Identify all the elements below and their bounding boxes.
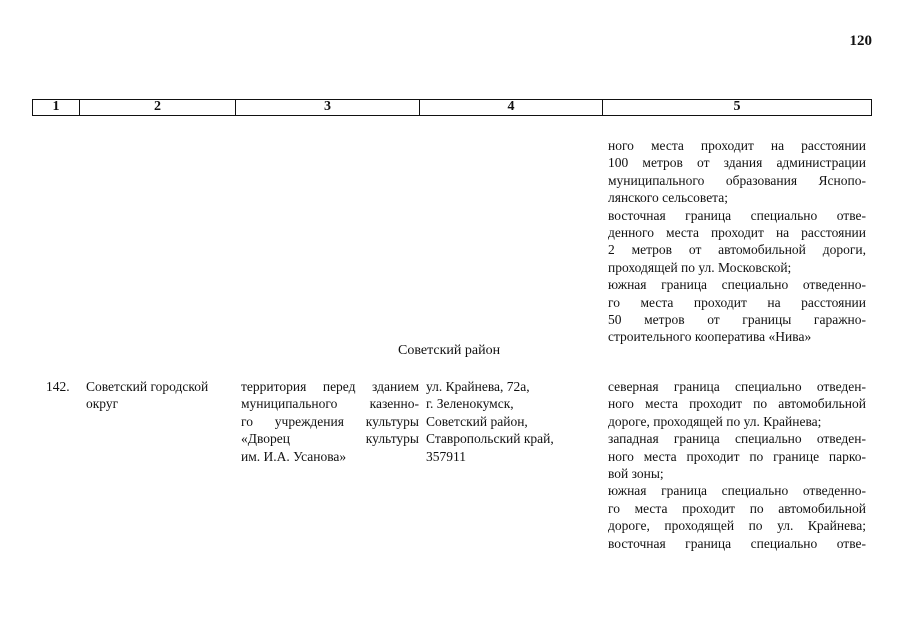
text-line: территория перед зданием (241, 379, 419, 394)
text-line: муниципального казенно- (241, 396, 419, 412)
text-line: «Дворец культуры (241, 431, 419, 447)
header-cell-5: 5 (733, 99, 741, 114)
text-line: г. Зеленокумск, (426, 396, 514, 412)
text-line: вой зоны; (608, 466, 664, 482)
text-line: Советский городской (86, 379, 209, 394)
text-line: ул. Крайнева, 72а, (426, 379, 530, 394)
text-line: 2 метров от автомобильной дороги, (608, 242, 866, 258)
header-cell-4: 4 (420, 100, 603, 115)
text-line: денного места проходит на расстоянии (608, 225, 866, 241)
text-line: северная граница специально отведен- (608, 379, 866, 394)
continuation-boundary-text (608, 137, 866, 346)
entry-number: 142. (46, 379, 70, 394)
text-line: 100 метров от здания администрации (608, 155, 866, 171)
text-line: южная граница специально отведенно- (608, 277, 866, 293)
text-line: дороге, проходящей по ул. Крайнева; (608, 413, 822, 429)
text-line: 357911 (426, 448, 466, 464)
header-cell-2: 2 (80, 100, 236, 115)
text-line: Ставропольский край, (426, 431, 554, 447)
text-line: го учреждения культуры (241, 413, 419, 429)
text-line: ного места проходит на расстоянии (608, 138, 866, 153)
text-line: го места проходит на расстоянии (608, 294, 866, 310)
entry-district (86, 378, 231, 413)
text-line: округ (86, 396, 119, 412)
text-line: дороге, проходящей по ул. Крайнева; (608, 518, 866, 534)
entry-boundaries (608, 378, 866, 552)
text-line: ного места проходит по границе парко- (608, 448, 866, 464)
text-line: западная граница специально отведен- (608, 431, 866, 447)
text-line: ного места проходит по автомобильной (608, 396, 866, 412)
text-line: проходящей по ул. Московской; (608, 259, 792, 275)
text-line: го места проходит по автомобильной (608, 500, 866, 516)
text-line: Советский район, (426, 413, 528, 429)
section-heading-text: Советский район (398, 343, 501, 358)
text-line: 50 метров от границы гаражно- (608, 312, 866, 328)
entry-address (426, 378, 596, 465)
header-cell-1: 1 (33, 100, 80, 115)
text-line: восточная граница специально отве- (608, 207, 866, 223)
entry-territory (241, 378, 419, 465)
header-cell-3: 3 (236, 100, 420, 115)
text-line: муниципального образования Яснопо- (608, 172, 866, 188)
table-header-row (32, 99, 872, 116)
text-line: восточная граница специально отве- (608, 535, 866, 551)
text-line: лянского сельсовета; (608, 190, 728, 206)
text-line: южная граница специально отведенно- (608, 483, 866, 499)
text-line: им. И.А. Усанова» (241, 448, 347, 464)
page-number: 120 (849, 33, 872, 49)
text-line: строительного кооператива «Нива» (608, 329, 812, 345)
